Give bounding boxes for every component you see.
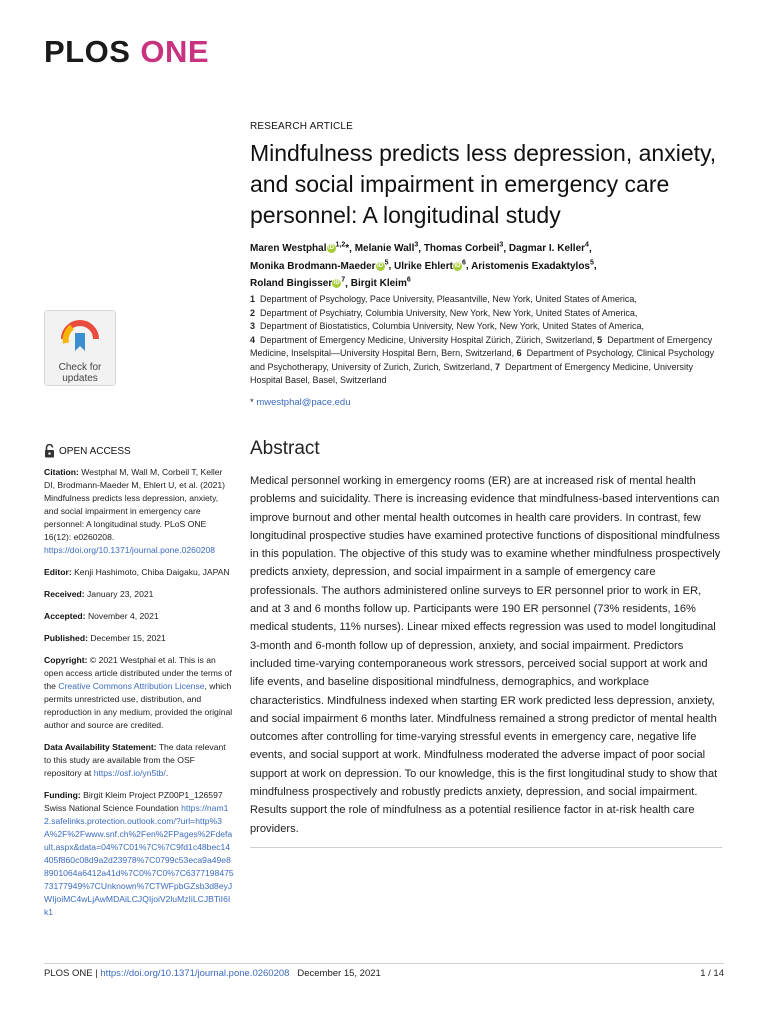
author-name: Melanie Wall	[354, 243, 415, 255]
author[interactable]	[394, 261, 466, 272]
footer-separator: |	[95, 968, 98, 979]
open-access-label: OPEN ACCESS	[59, 445, 131, 457]
author-affiliation-sup: 4	[585, 242, 589, 249]
footer-journal: PLOS ONE	[44, 968, 93, 979]
abstract-heading: Abstract	[250, 438, 320, 459]
open-access	[44, 444, 131, 458]
data-availability-text: The data relevant to this study are available from the OSF repository at	[44, 742, 226, 778]
accepted-block	[44, 610, 234, 623]
orcid-icon[interactable]: iD	[333, 279, 340, 286]
footer-doi-link[interactable]: https://doi.org/10.1371/journal.pone.0260208	[100, 968, 290, 979]
published-block	[44, 632, 234, 645]
author[interactable]	[355, 243, 419, 254]
author[interactable]	[424, 243, 503, 254]
received-date: January 23, 2021	[87, 589, 154, 599]
author-name: Dagmar I. Keller	[508, 243, 586, 255]
affiliation-2: 2 Department of Psychiatry, Columbia University, New York, New York, United States of America,	[250, 307, 638, 318]
author-affiliation-sup: 6	[406, 276, 411, 284]
author[interactable]	[250, 261, 388, 272]
article-metadata-sidebar	[44, 466, 234, 928]
orcid-icon[interactable]: iD	[328, 245, 334, 252]
updates-label: updates	[62, 373, 98, 384]
corresponding-mark: *	[345, 243, 350, 255]
author[interactable]	[351, 278, 411, 289]
article-title: Mindfulness predicts less depression, anxiety, and social impairment in emergency care personnel: A longitudinal study	[250, 140, 717, 228]
author-affiliation-sup: 1,2	[335, 242, 346, 249]
affiliations	[250, 293, 720, 388]
page-number: 1 / 14	[700, 968, 724, 979]
copyright-text-end: , which permits unrestricted use, distribution, and reproduction in any medium, provided the original author and source are credited.	[44, 681, 233, 730]
author[interactable]	[250, 243, 349, 254]
funding-link[interactable]: https://nam12.safelinks.protection.outlook.com/?url=http%3A%2F%2Fwww.snf.ch%2Fen%2FPages%2Fdefault.aspx&data=04%7C01%7C%7C9fd1c48bec14405f860c08d9a2d23978%7C0799c53eca9a49e88901064a6412a41d%7C0%7C0%7C637719847573177949%7CUnknown%7CTWFpbGZsb3d8eyJWIjoiMC4wLjAwMDAiLCJQIjoiV2luMzIiLCJBTiI6Ik1	[44, 803, 234, 917]
author-name: Birgit Kleim	[350, 277, 407, 289]
author-name: Roland Bingisser	[250, 277, 333, 289]
author-affiliation-sup: 5	[590, 259, 594, 267]
author-affiliation-sup: 3	[499, 242, 504, 249]
data-availability-end: .	[165, 768, 169, 778]
affiliation-4-7: 4 Department of Emergency Medicine, University Hospital Zürich, Zürich, Switzerland, 5 Department of Emergency Medicine, Inselspital—University Hospital Bern, Bern, Switzerland, 6 Department of Psychology, Clinical Psychology and Psychotherapy, University of Zurich, Zurich, Switzerland, 7 Department of Emergency Medicine, University Hospital Basel, Basel, Switzerland	[250, 334, 715, 385]
orcid-icon[interactable]: iD	[377, 262, 384, 269]
citation-block	[44, 466, 234, 557]
corresponding-star: *	[250, 397, 254, 408]
license-link[interactable]: Creative Commons Attribution License	[58, 681, 205, 691]
abstract-divider	[250, 847, 722, 848]
author-name: Maren Westphal	[250, 243, 327, 255]
author[interactable]	[250, 278, 345, 289]
funding-label: Funding:	[44, 790, 81, 800]
copyright-text: © 2021 Westphal et al. This is an open access article distributed under the terms of the	[44, 655, 232, 691]
crossmark-icon	[60, 317, 100, 357]
copyright-block	[44, 654, 234, 732]
page-footer	[44, 968, 724, 979]
author-name: Ulrike Ehlert	[394, 260, 453, 272]
editor-label: Editor:	[44, 567, 72, 577]
open-lock-icon	[44, 444, 55, 458]
funding-text: Birgit Kleim Project PZ00P1_126597 Swiss National Science Foundation	[44, 790, 223, 813]
logo-one: ONE	[140, 34, 210, 69]
corresponding-author	[250, 397, 351, 408]
received-block	[44, 588, 234, 601]
affiliation-3: 3 Department of Biostatistics, Columbia University, New York, New York, United States of America,	[250, 321, 645, 331]
author-name: Monika Brodmann-Maeder	[250, 260, 376, 272]
accepted-label: Accepted:	[44, 611, 86, 621]
published-date: December 15, 2021	[90, 633, 166, 643]
author[interactable]	[509, 243, 589, 254]
data-availability-label: Data Availability Statement:	[44, 742, 157, 752]
check-for-label: Check for	[58, 362, 102, 373]
author-list: Maren Westphal iD $^{1,2}$*, Melanie Wall$^3$, Thomas Corbeil$^3$, Dagmar I. Keller$^4$, Monika Brodmann-Maeder iD $^5$, Ulrike Ehlert iD $^6$, Aristomenis Exadaktylos$^5$, Roland Bingisser iD $^7$, Birgit Kleim$^6$	[250, 242, 597, 289]
editor-block	[44, 566, 234, 579]
data-availability-block	[44, 741, 234, 780]
author[interactable]	[471, 261, 594, 272]
orcid-icon[interactable]: iD	[454, 262, 461, 269]
published-label: Published:	[44, 633, 88, 643]
article-type: RESEARCH ARTICLE	[250, 121, 354, 132]
citation-label: Citation:	[44, 467, 79, 477]
editor-text: Kenji Hashimoto, Chiba Daigaku, JAPAN	[74, 567, 230, 577]
copyright-label: Copyright:	[44, 655, 88, 665]
author-name: Thomas Corbeil	[423, 243, 500, 255]
osf-link[interactable]: https://osf.io/yn5tb/	[93, 768, 166, 778]
received-label: Received:	[44, 589, 85, 599]
abstract-text: Medical personnel working in emergency rooms (ER) are at increased risk of mental health problems and suicidality. There is increasing evidence that mindfulness-based interventions can improve burnout and other mental health outcomes in health care providers. In contrast, few longitudinal prospective studies have examined protective functions of dispositional mindfulness in this population. The objective of this study was to examine whether mindfulness prospectively predicts anxiety, depression, and social impairment in a sample of emergency care professionals. The authors administered online surveys to ER personnel prior to work in ER, and at 3 and 6 months follow up. Participants were 190 ER personnel (73% residents, 16% medical students, 11% nurses). Linear mixed effects regression was used to model longitudinal 3-month and 6-month follow up of depression, anxiety, and social impairment. Predictors included time-varying contemporaneous work stressors, perceived social support at work and life events, and baseline dispositional mindfulness, demographics, and workplace characteristics. Mindfulness indexed when starting ER work predicted less depression, anxiety, and social impairment 6 months later. Mindfulness remained a strong predictor of mental health outcomes after controlling for time-varying stressful events in emergency care, negative life events, and social support at work. Mindfulness moderated the adverse impact of poor social support at work on depression. To our knowledge, this is the first longitudinal study to show that mindfulness prospectively and robustly predicts anxiety, depression, and social impairment. Results support the role of mindfulness as a potential resilience factor in at-risk health care providers.	[250, 475, 721, 835]
affiliation-1: 1 Department of Psychology, Pace University, Pleasantville, New York, United States of America,	[250, 294, 637, 304]
author-affiliation-sup: 5	[384, 259, 389, 267]
check-for-updates-badge[interactable]	[44, 310, 116, 386]
funding-block	[44, 789, 234, 919]
accepted-date: November 4, 2021	[87, 611, 159, 621]
author-affiliation-sup: 7	[341, 276, 346, 284]
author-affiliation-sup: 6	[461, 259, 466, 267]
footer-divider	[44, 963, 724, 964]
footer-date: December 15, 2021	[297, 968, 381, 979]
citation-text: Westphal M, Wall M, Corbeil T, Keller DI, Brodmann-Maeder M, Ehlert U, et al. (2021) Mindfulness predicts less depression, anxiety, and social impairment in emergency care personnel: A longitudinal study. PLoS ONE 16(12): e0260208.	[44, 467, 226, 542]
corresponding-email-link[interactable]: mwestphal@pace.edu	[256, 397, 351, 408]
author-affiliation-sup: 3	[414, 242, 419, 249]
author-name: Aristomenis Exadaktylos	[471, 260, 590, 272]
citation-doi-link[interactable]: https://doi.org/10.1371/journal.pone.0260208	[44, 545, 216, 555]
logo-plos: PLOS	[44, 34, 131, 69]
journal-logo[interactable]	[44, 34, 209, 70]
